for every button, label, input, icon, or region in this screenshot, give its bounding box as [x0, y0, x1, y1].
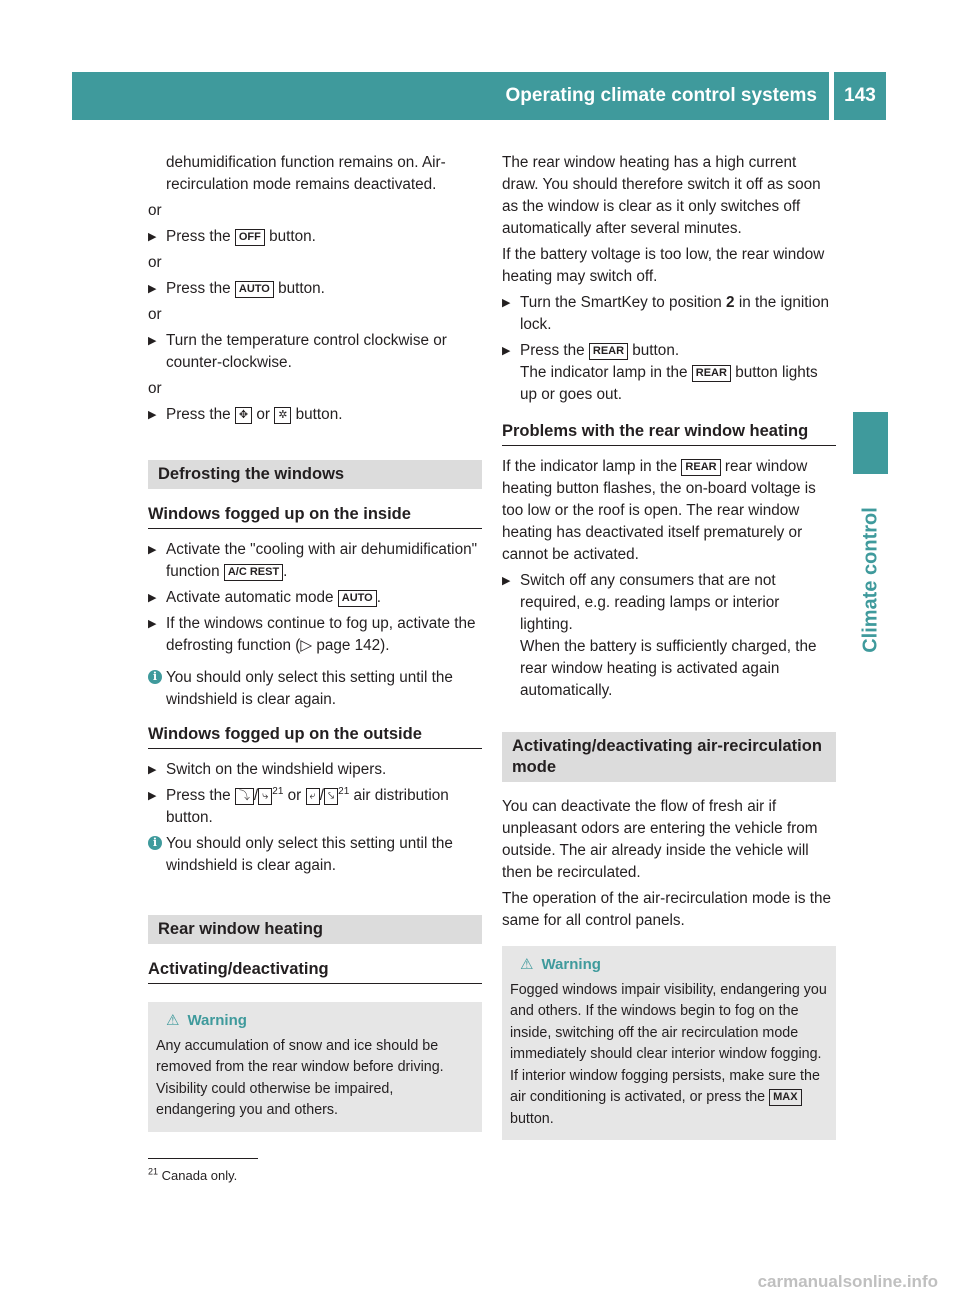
step-text: Press the	[166, 228, 231, 245]
or-text: or	[148, 380, 162, 397]
sub-heading: Activating/deactivating	[148, 958, 482, 984]
ac-key-icon: A/C REST	[224, 564, 283, 581]
warning-text-part: Fogged windows impair visibility, endangering you and others. If the windows begin to fog on the inside, switching off the air recirculation mode immediately should clear interior window fogging. If interior window fogging persists, make sure the air conditioning is activated, or press the	[510, 981, 827, 1105]
rear-window-heating-icon: REAR	[692, 365, 731, 382]
rear-window-heating-icon: REAR	[589, 343, 628, 360]
step-item	[148, 330, 482, 374]
auto-key-icon: AUTO	[338, 590, 377, 607]
fan-increase-icon: ✥	[235, 407, 252, 424]
step-text: Press the	[520, 342, 585, 359]
auto-key-icon: AUTO	[235, 281, 274, 298]
warning-triangle-icon: ⚠	[520, 956, 534, 973]
sub-heading: Windows fogged up on the outside	[148, 723, 482, 749]
step-arrow-icon: ▶	[148, 409, 157, 421]
paragraph-text: If the indicator lamp in the	[502, 458, 678, 475]
warning-triangle-icon: ⚠	[166, 1012, 180, 1029]
step-text: Turn the SmartKey to position	[520, 294, 722, 311]
step-arrow-icon: ▶	[502, 575, 511, 587]
sub-heading: Windows fogged up on the inside	[148, 503, 482, 529]
off-key-icon: OFF	[235, 229, 265, 246]
paragraph: dehumidification function remains on. Air-recirculation mode remains deactivated.	[166, 154, 446, 193]
air-windshield-icon: ⤵	[235, 788, 254, 805]
step-text: Switch off any consumers that are not required, e.g. reading lamps or interior lighting.	[520, 572, 780, 633]
warning-title-text: Warning	[541, 956, 601, 973]
watermark: carmanualsonline.info	[757, 1272, 938, 1291]
step-text: The indicator lamp in the	[520, 364, 688, 381]
footnote-text: Canada only.	[161, 1168, 238, 1183]
paragraph	[502, 456, 836, 566]
step-text: or	[287, 787, 302, 804]
warning-text	[510, 980, 828, 1131]
step-arrow-icon: ▶	[148, 544, 157, 556]
step-text: Turn the temperature control clockwise or counter-clockwise.	[166, 332, 447, 371]
step-arrow-icon: ▶	[148, 231, 157, 243]
paragraph: The rear window heating has a high current draw. You should therefore switch it off as soon as the window is clear as it only switches off automatically after several minutes.	[502, 154, 821, 237]
page-number-box	[834, 72, 886, 120]
warning-box	[502, 946, 836, 1140]
warning-title	[510, 954, 828, 976]
info-note	[148, 833, 482, 877]
step-item	[148, 759, 482, 781]
page-title: Operating climate control systems	[505, 85, 817, 106]
footnote-ref: 21	[272, 785, 284, 797]
step-text: Press the	[166, 406, 231, 423]
note-text: You should only select this setting until the windshield is clear again.	[166, 835, 453, 874]
step-arrow-icon: ▶	[148, 592, 157, 604]
step-text: If the windows continue to fog up, activate the defrosting function (▷ page 142).	[166, 615, 476, 654]
paragraph: The operation of the air-recirculation mode is the same for all control panels.	[502, 890, 832, 929]
step-text: button.	[269, 228, 316, 245]
step-text: button.	[632, 342, 680, 359]
max-defrost-icon: MAX	[769, 1089, 801, 1106]
step-text: When the battery is sufficiently charged, the rear window heating is activated again automatically.	[520, 638, 817, 699]
section-heading: Rear window heating	[148, 915, 482, 944]
step-text: Press the	[166, 787, 231, 804]
air-footwell-icon: ⤷	[258, 788, 272, 805]
or-text: or	[148, 306, 162, 323]
step-item: ▶ Activate automatic mode AUTO .	[148, 587, 482, 609]
paragraph: If the battery voltage is too low, the rear window heating may switch off.	[502, 246, 825, 285]
step-item	[502, 570, 836, 702]
key-position: 2	[726, 294, 735, 311]
step-item	[148, 613, 482, 657]
step-arrow-icon: ▶	[148, 790, 157, 802]
page-number: 143	[844, 85, 876, 106]
step-text: air distribution button.	[166, 787, 449, 826]
note-text: You should only select this setting until the windshield is clear again.	[166, 669, 453, 708]
step-text: button.	[295, 406, 343, 423]
step-text: Press the	[166, 280, 231, 297]
step-item: ▶ Press the ⤵ / ⤷ $^{21}$ or ⤶ / ⤥ $^{21}$ air distribution button.	[148, 785, 449, 826]
info-note	[148, 667, 482, 711]
step-text: button.	[278, 280, 325, 297]
air-windshield-alt-icon: ⤶	[306, 788, 320, 805]
step-arrow-icon: ▶	[148, 283, 157, 295]
section-heading: Activating/deactivating air-recirculation mode	[502, 732, 836, 782]
step-text: in the ignition lock.	[520, 294, 829, 333]
step-item: ▶ Activate the "cooling with air dehumidification" function A/C REST .	[148, 541, 478, 580]
paragraph: You can deactivate the flow of fresh air if unpleasant odors are entering the vehicle from outside. The air already inside the vehicle will then be recirculated.	[502, 798, 818, 881]
footnote-ref: 21	[338, 785, 350, 797]
left-column	[148, 152, 482, 1142]
step-arrow-icon: ▶	[502, 297, 511, 309]
air-footwell-alt-icon: ⤥	[324, 788, 338, 805]
step-item	[148, 404, 482, 426]
step-arrow-icon: ▶	[148, 335, 157, 347]
chapter-label: Climate control	[859, 507, 881, 653]
fan-decrease-icon: ✲	[274, 407, 291, 424]
header-bar	[72, 72, 829, 120]
warning-title	[156, 1010, 474, 1032]
side-tab-marker	[853, 412, 888, 474]
footnote	[148, 1158, 258, 1185]
warning-text: Any accumulation of snow and ice should be removed from the rear window before driving. Visibility could otherwise be impaired, endangering you and others.	[156, 1037, 444, 1118]
side-chapter-label	[853, 480, 888, 680]
step-text: Switch on the windshield wipers.	[166, 761, 387, 778]
rear-window-heating-icon: REAR	[681, 459, 720, 476]
warning-box	[148, 1002, 482, 1132]
or-text: or	[148, 202, 162, 219]
warning-text-part: button.	[510, 1110, 554, 1127]
info-icon: i	[148, 836, 162, 850]
right-column	[502, 152, 836, 1150]
step-item	[502, 340, 836, 406]
step-text: button lights up or goes out.	[520, 364, 818, 403]
section-heading: Defrosting the windows	[148, 460, 482, 489]
step-arrow-icon: ▶	[148, 764, 157, 776]
paragraph-text: rear window heating button flashes, the on-board voltage is too low or the roof is open. The rear window heating has deactivated itself prematurely or cannot be activated.	[502, 458, 816, 563]
sub-heading: Problems with the rear window heating	[502, 420, 836, 446]
step-text: Activate the "cooling with air dehumidification" function	[166, 541, 478, 580]
warning-title-text: Warning	[187, 1012, 247, 1029]
step-item	[148, 226, 482, 248]
step-item	[502, 292, 836, 336]
info-icon: i	[148, 670, 162, 684]
footnote-number: 21	[148, 1166, 159, 1177]
step-item	[148, 278, 482, 300]
step-arrow-icon: ▶	[502, 345, 511, 357]
step-text: or	[256, 406, 270, 423]
or-text: or	[148, 254, 162, 271]
step-arrow-icon: ▶	[148, 618, 157, 630]
step-text: Activate automatic mode	[166, 589, 334, 606]
